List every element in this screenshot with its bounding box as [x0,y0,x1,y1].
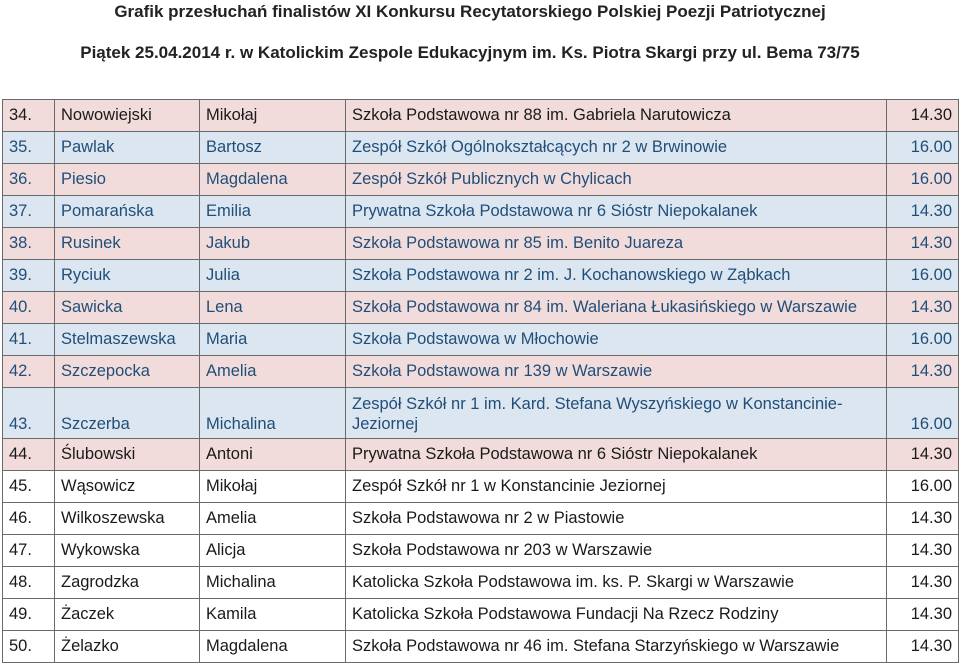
row-first-name: Alicja [200,535,346,567]
row-number: 43. [3,388,55,439]
row-time: 14.30 [887,567,959,599]
table-row [3,599,959,631]
table-row [3,100,959,132]
row-time: 14.30 [887,196,959,228]
row-first-name: Michalina [200,567,346,599]
table-row [3,324,959,356]
row-time: 14.30 [887,631,959,663]
row-surname: Pawlak [55,132,200,164]
row-number: 40. [3,292,55,324]
row-surname: Stelmaszewska [55,324,200,356]
row-school: Zespół Szkół nr 1 im. Kard. Stefana Wyszyńskiego w Konstancinie-Jeziornej [346,388,887,439]
row-school: Katolicka Szkoła Podstawowa Fundacji Na Rzecz Rodziny [346,599,887,631]
row-time: 16.00 [887,260,959,292]
row-time: 14.30 [887,100,959,132]
document-title: Grafik przesłuchań finalistów XI Konkursu Recytatorskiego Polskiej Poezji Patriotycznej [114,2,826,21]
table-row [3,439,959,471]
row-first-name: Magdalena [200,164,346,196]
row-number: 39. [3,260,55,292]
row-first-name: Michalina [200,388,346,439]
row-school: Szkoła Podstawowa nr 85 im. Benito Juareza [346,228,887,260]
row-time: 16.00 [887,324,959,356]
row-time: 14.30 [887,356,959,388]
row-school: Szkoła Podstawowa nr 139 w Warszawie [346,356,887,388]
row-number: 37. [3,196,55,228]
schedule-table [2,99,959,663]
row-surname: Wykowska [55,535,200,567]
row-first-name: Kamila [200,599,346,631]
document-subtitle: Piątek 25.04.2014 r. w Katolickim Zespole Edukacyjnym im. Ks. Piotra Skargi przy ul. Bema 73/75 [80,43,860,62]
row-time: 14.30 [887,535,959,567]
row-first-name: Mikołaj [200,100,346,132]
row-surname: Piesio [55,164,200,196]
row-first-name: Julia [200,260,346,292]
row-surname: Ślubowski [55,439,200,471]
row-number: 42. [3,356,55,388]
row-number: 34. [3,100,55,132]
row-school: Szkoła Podstawowa nr 2 w Piastowie [346,503,887,535]
row-first-name: Amelia [200,503,346,535]
row-first-name: Maria [200,324,346,356]
row-number: 46. [3,503,55,535]
row-surname: Wąsowicz [55,471,200,503]
row-school: Szkoła Podstawowa nr 203 w Warszawie [346,535,887,567]
table-row [3,631,959,663]
row-first-name: Antoni [200,439,346,471]
row-number: 38. [3,228,55,260]
row-surname: Ryciuk [55,260,200,292]
row-surname: Szczerba [55,388,200,439]
table-row [3,503,959,535]
row-school: Zespół Szkół Ogólnokształcących nr 2 w Brwinowie [346,132,887,164]
row-time: 14.30 [887,292,959,324]
row-first-name: Amelia [200,356,346,388]
row-surname: Szczepocka [55,356,200,388]
row-surname: Sawicka [55,292,200,324]
table-row [3,471,959,503]
row-school: Szkoła Podstawowa nr 88 im. Gabriela Narutowicza [346,100,887,132]
row-time: 14.30 [887,439,959,471]
row-school: Katolicka Szkoła Podstawowa im. ks. P. Skargi w Warszawie [346,567,887,599]
row-number: 36. [3,164,55,196]
row-school: Szkoła Podstawowa w Młochowie [346,324,887,356]
row-time: 16.00 [887,471,959,503]
row-surname: Żelazko [55,631,200,663]
row-number: 50. [3,631,55,663]
row-number: 49. [3,599,55,631]
row-school: Prywatna Szkoła Podstawowa nr 6 Sióstr Niepokalanek [346,196,887,228]
row-surname: Żaczek [55,599,200,631]
row-surname: Zagrodzka [55,567,200,599]
row-time: 16.00 [887,164,959,196]
row-school: Szkoła Podstawowa nr 2 im. J. Kochanowskiego w Ząbkach [346,260,887,292]
row-school: Szkoła Podstawowa nr 84 im. Waleriana Łukasińskiego w Warszawie [346,292,887,324]
row-time: 14.30 [887,228,959,260]
row-number: 45. [3,471,55,503]
row-number: 48. [3,567,55,599]
row-school: Szkoła Podstawowa nr 46 im. Stefana Starzyńskiego w Warszawie [346,631,887,663]
row-number: 35. [3,132,55,164]
table-row [3,356,959,388]
row-number: 44. [3,439,55,471]
row-time: 16.00 [887,388,959,439]
row-first-name: Mikołaj [200,471,346,503]
table-row [3,196,959,228]
table-row [3,388,959,439]
row-number: 41. [3,324,55,356]
row-first-name: Magdalena [200,631,346,663]
row-school: Prywatna Szkoła Podstawowa nr 6 Sióstr Niepokalanek [346,439,887,471]
row-surname: Nowowiejski [55,100,200,132]
row-school: Zespół Szkół Publicznych w Chylicach [346,164,887,196]
table-row [3,260,959,292]
row-time: 14.30 [887,599,959,631]
row-first-name: Jakub [200,228,346,260]
row-surname: Wilkoszewska [55,503,200,535]
row-school: Zespół Szkół nr 1 w Konstancinie Jeziornej [346,471,887,503]
table-row [3,567,959,599]
table-row [3,535,959,567]
row-surname: Pomarańska [55,196,200,228]
row-first-name: Lena [200,292,346,324]
row-first-name: Bartosz [200,132,346,164]
table-row [3,164,959,196]
row-time: 16.00 [887,132,959,164]
row-time: 14.30 [887,503,959,535]
table-row [3,132,959,164]
table-row [3,292,959,324]
table-row [3,228,959,260]
row-first-name: Emilia [200,196,346,228]
row-number: 47. [3,535,55,567]
row-surname: Rusinek [55,228,200,260]
